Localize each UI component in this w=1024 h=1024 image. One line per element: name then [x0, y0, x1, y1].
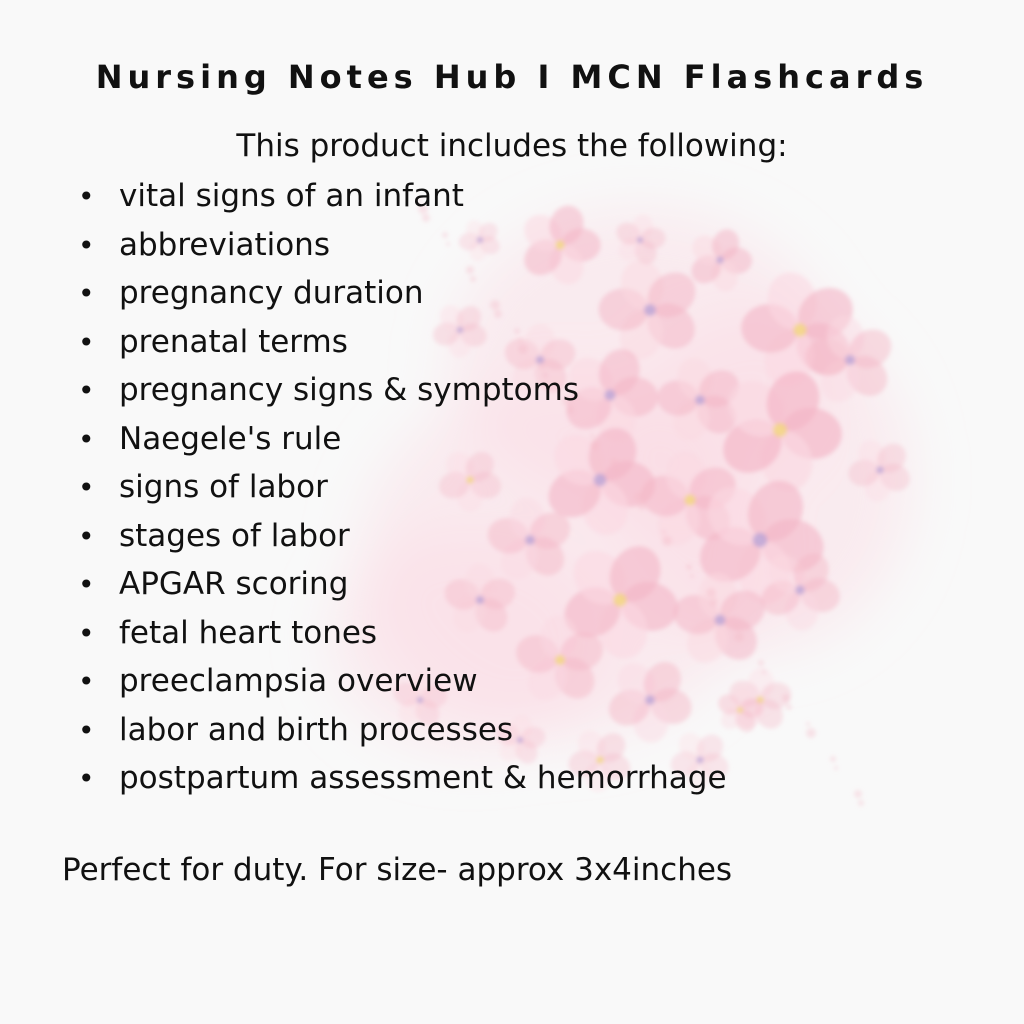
list-item — [78, 465, 727, 514]
bullet-icon: • — [78, 665, 95, 698]
flower-speck — [734, 626, 738, 630]
flower-speck — [834, 766, 838, 770]
list-item-label: vital signs of an infant — [119, 178, 464, 214]
bullet-icon: • — [78, 519, 95, 553]
flower-speck — [806, 728, 816, 738]
list-item-label: abbreviations — [119, 226, 330, 263]
flower-speck — [854, 790, 862, 798]
list-item — [78, 223, 727, 272]
list-item — [78, 708, 727, 757]
list-item — [78, 611, 727, 660]
list-item-label: preeclampsia overview — [119, 663, 478, 699]
flower-speck — [858, 800, 864, 806]
list-item — [78, 417, 727, 466]
flower-speck — [830, 756, 836, 762]
bullet-icon: • — [78, 762, 95, 795]
list-item-label: stages of labor — [119, 517, 350, 554]
list-item-label: labor and birth processes — [119, 711, 514, 748]
bullet-icon: • — [78, 471, 95, 504]
list-item-label: postpartum assessment & hemorrhage — [119, 760, 727, 796]
list-item-label: Naegele's rule — [119, 420, 342, 457]
list-item — [78, 514, 727, 563]
bullet-icon: • — [78, 713, 95, 747]
flower-speck — [762, 670, 766, 674]
list-item — [78, 562, 727, 611]
list-item-label: signs of labor — [119, 469, 328, 505]
bullet-icon: • — [78, 568, 95, 601]
bullet-icon: • — [78, 325, 95, 359]
list-item — [78, 320, 727, 369]
list-item-label: pregnancy duration — [119, 275, 424, 311]
intro-text: This product includes the following: — [236, 128, 788, 164]
flower-speck — [758, 660, 764, 666]
flower-speck — [806, 722, 810, 726]
page-title: Nursing Notes Hub I MCN Flashcards — [95, 58, 929, 96]
bullet-icon: • — [78, 374, 95, 407]
footer-text: Perfect for duty. For size- approx 3x4inches — [62, 852, 733, 888]
bullet-icon: • — [78, 228, 95, 262]
contents-list — [78, 174, 727, 805]
list-item-label: prenatal terms — [119, 323, 348, 360]
bullet-icon: • — [78, 180, 95, 213]
bullet-icon: • — [78, 616, 95, 650]
flower-speck — [782, 694, 790, 702]
list-item — [78, 368, 727, 417]
list-item — [78, 756, 727, 805]
flower-speck — [734, 632, 744, 642]
bullet-icon: • — [78, 277, 95, 310]
list-item — [78, 271, 727, 320]
list-item-label: pregnancy signs & symptoms — [119, 372, 579, 408]
list-item — [78, 659, 727, 708]
list-item-label: APGAR scoring — [119, 566, 349, 602]
list-item-label: fetal heart tones — [119, 614, 378, 651]
flower-speck — [786, 704, 792, 710]
bullet-icon: • — [78, 422, 95, 456]
list-item — [78, 174, 727, 223]
